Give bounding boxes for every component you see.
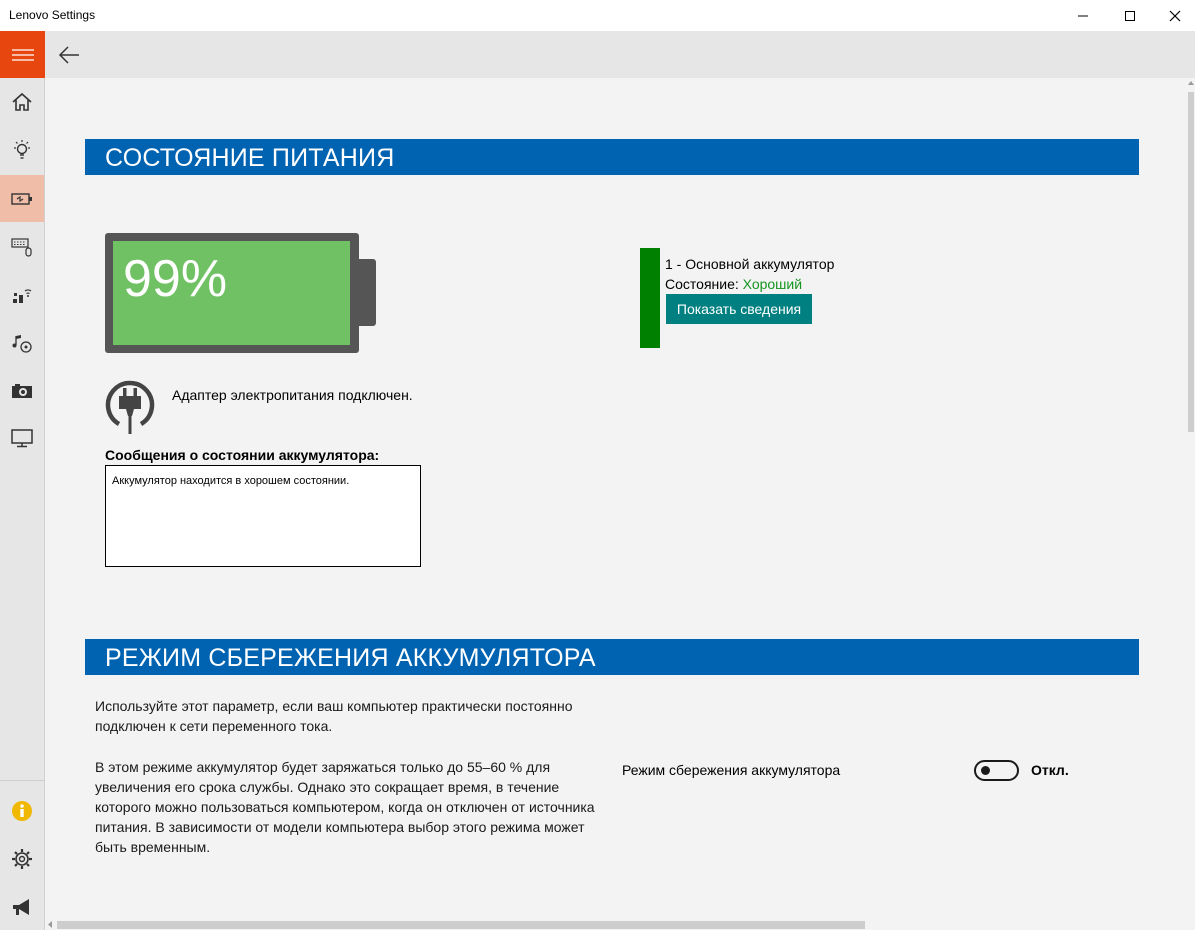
lightbulb-icon xyxy=(11,139,33,161)
battery-percent: 99% xyxy=(123,250,228,308)
conservation-toggle[interactable] xyxy=(974,760,1019,781)
header-bar xyxy=(45,31,1195,78)
battery-name: 1 - Основной аккумулятор xyxy=(665,256,835,272)
hamburger-icon xyxy=(12,48,34,62)
conservation-description-1: Используйте этот параметр, если ваш компьютер практически постоянно подключен к сети переменного тока. xyxy=(95,698,573,734)
window-title: Lenovo Settings xyxy=(9,8,96,22)
network-icon xyxy=(11,285,33,305)
scroll-up-icon xyxy=(1188,80,1194,86)
sidebar-item-network[interactable] xyxy=(0,271,44,318)
sidebar-item-info[interactable] xyxy=(0,787,44,834)
battery-messages-box xyxy=(105,465,421,567)
sidebar-item-feedback[interactable] xyxy=(0,883,44,930)
sidebar-item-settings[interactable] xyxy=(0,835,44,882)
adapter-status: Адаптер электропитания подключен. xyxy=(172,387,413,403)
sidebar-item-home[interactable] xyxy=(0,78,44,125)
megaphone-icon xyxy=(11,897,33,917)
keyboard-mouse-icon xyxy=(11,237,33,257)
battery-state-value: Хороший xyxy=(742,276,803,292)
main-content xyxy=(45,78,1185,930)
menu-button[interactable] xyxy=(0,31,45,78)
maximize-button[interactable] xyxy=(1107,0,1153,31)
sidebar-item-audio[interactable] xyxy=(0,319,44,366)
battery-state xyxy=(665,276,802,292)
sidebar-item-lighting[interactable] xyxy=(0,126,44,173)
conservation-toggle-label: Режим сбережения аккумулятора xyxy=(622,762,841,778)
home-icon xyxy=(11,92,33,112)
battery-terminal xyxy=(359,259,376,326)
conservation-description-2: В этом режиме аккумулятор будет заряжаться только до 55–60 % для увеличения его срока службы. Однако это сокращает время, в течение которого можно пользоваться компьютером, когда он отключен от источника питания. В зависимости от модели компьютера выбор этого режима может быть временным. xyxy=(95,759,595,855)
scroll-left-icon xyxy=(47,921,53,928)
battery-state-label: Состояние: xyxy=(665,276,739,292)
vertical-scrollbar[interactable] xyxy=(1187,78,1195,930)
sidebar-item-input[interactable] xyxy=(0,223,44,270)
maximize-icon xyxy=(1124,10,1136,22)
sidebar-item-camera[interactable] xyxy=(0,367,44,414)
toggle-knob xyxy=(981,766,990,775)
vertical-scroll-thumb[interactable] xyxy=(1188,92,1194,432)
power-status-heading: СОСТОЯНИЕ ПИТАНИЯ xyxy=(85,139,1139,175)
back-button[interactable] xyxy=(55,41,83,69)
conservation-toggle-state: Откл. xyxy=(1031,762,1069,778)
audio-icon xyxy=(11,333,33,353)
battery-gauge xyxy=(105,233,359,353)
power-plug-icon xyxy=(105,374,155,434)
display-icon xyxy=(11,428,33,448)
battery-message: Аккумулятор находится в хорошем состоянии. xyxy=(112,475,350,487)
battery-icon xyxy=(11,192,33,206)
horizontal-scroll-thumb[interactable] xyxy=(57,921,865,929)
minimize-button[interactable] xyxy=(1060,0,1106,31)
info-icon xyxy=(11,800,33,822)
minimize-icon xyxy=(1077,10,1089,22)
conservation-mode-heading: РЕЖИМ СБЕРЕЖЕНИЯ АККУМУЛЯТОРА xyxy=(85,639,1139,675)
battery-messages-title: Сообщения о состоянии аккумулятора: xyxy=(105,447,380,463)
camera-icon xyxy=(11,382,33,400)
sidebar-item-power[interactable] xyxy=(0,175,44,222)
sidebar-divider xyxy=(0,780,44,781)
close-button[interactable] xyxy=(1152,0,1195,31)
close-icon xyxy=(1169,10,1181,22)
gear-icon xyxy=(11,848,33,870)
title-bar xyxy=(0,0,1195,31)
arrow-left-icon xyxy=(58,46,80,64)
show-details-button[interactable]: Показать сведения xyxy=(666,294,812,324)
battery-health-indicator xyxy=(640,248,660,348)
horizontal-scrollbar[interactable] xyxy=(45,919,1187,930)
sidebar-item-display[interactable] xyxy=(0,414,44,461)
sidebar xyxy=(0,78,45,930)
